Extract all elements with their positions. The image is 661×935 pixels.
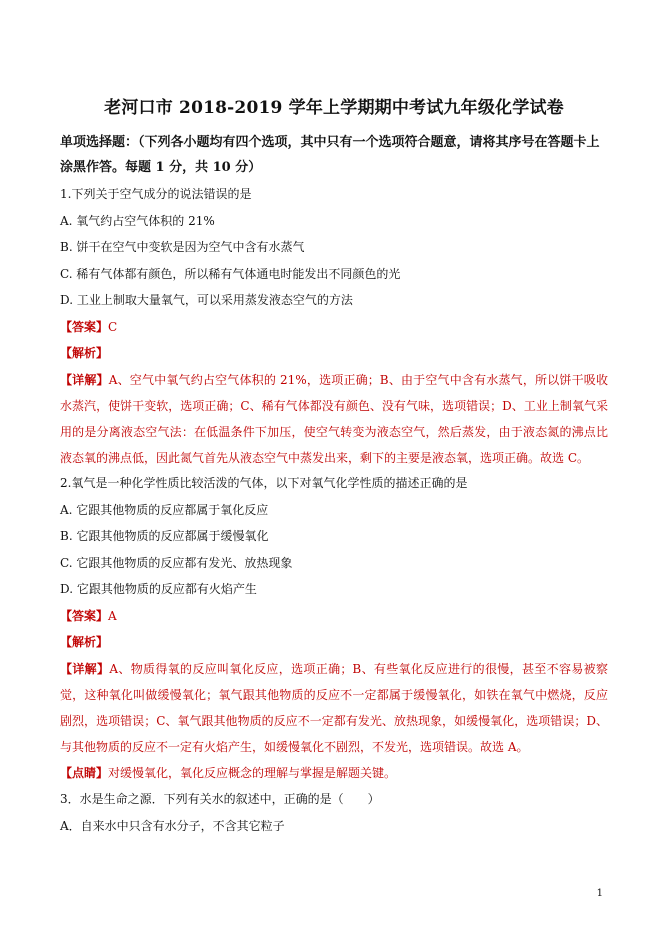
- question-2-option-c: C. 它跟其他物质的反应都有发光、放热现象: [60, 555, 293, 570]
- question-1-option-a: A. 氧气约占空气体积的 21%: [60, 213, 215, 228]
- tip-label: 【点睛】: [60, 765, 109, 780]
- page-title: 老河口市 2018-2019 学年上学期期中考试九年级化学试卷: [104, 98, 564, 118]
- question-2-detail: [60, 656, 608, 761]
- question-1-detail: [60, 367, 608, 472]
- question-2-option-d: D. 它跟其他物质的反应都有火焰产生: [60, 582, 257, 597]
- question-2-option-b: B. 它跟其他物质的反应都属于缓慢氧化: [60, 529, 269, 544]
- answer-value: C: [108, 319, 118, 334]
- answer-value: A: [108, 608, 117, 623]
- question-3-stem: 3．水是生命之源．下列有关水的叙述中，正确的是（ ）: [60, 792, 380, 807]
- question-2-option-a: A. 它跟其他物质的反应都属于氧化反应: [60, 502, 269, 517]
- question-2-analysis-label: 【解析】: [60, 635, 109, 650]
- question-1-option-c: C. 稀有气体都有颜色，所以稀有气体通电时能发出不同颜色的光: [60, 266, 401, 281]
- question-1-answer: [60, 319, 608, 335]
- question-3-option-a: A．自来水中只含有水分子，不含其它粒子: [60, 818, 285, 833]
- question-2-tip: [60, 765, 608, 781]
- answer-label: 【答案】: [60, 319, 109, 334]
- question-2-stem: 2.氧气是一种化学性质比较活泼的气体，以下对氧气化学性质的描述正确的是: [60, 476, 468, 491]
- question-1-option-d: D. 工业上制取大量氧气，可以采用蒸发液态空气的方法: [60, 293, 353, 307]
- question-1-stem: 1.下列关于空气成分的说法错误的是: [60, 187, 252, 201]
- detail-label: 【详解】: [60, 661, 110, 676]
- document-page: [60, 96, 608, 844]
- page-number: 1: [596, 888, 603, 899]
- tip-text: 对缓慢氧化，氧化反应概念的理解与掌握是解题关键。: [108, 765, 397, 780]
- detail-text: A、空气中氧气约占空气体积的 21%，选项正确；B、由于空气中含有水蒸气，所以饼干吸收水蒸汽，使饼干变软，选项正确；C、稀有气体都没有颜色、没有气味，选项错误；D、工业上制氧气采用的是分离液态空气法：在低温条件下加压，使空气转变为液态空气，然后蒸发，由于液态氮的沸点比液态氧的沸点低，因此氮气首先从液态空气中蒸发出来，剩下的主要是液态氧，选项正确。故选 C。: [60, 372, 608, 466]
- question-2-answer: [60, 608, 608, 624]
- section-heading: 单项选择题：（下列各小题均有四个选项，其中只有一个选项符合题意，请将其序号在答题卡上涂黑作答。每题 1 分，共 10 分）: [60, 135, 600, 175]
- question-1-analysis-label: 【解析】: [60, 346, 109, 360]
- question-1-option-b: B. 饼干在空气中变软是因为空气中含有水蒸气: [60, 240, 305, 254]
- detail-label: 【详解】: [60, 372, 109, 387]
- detail-text: A、物质得氧的反应叫氧化反应，选项正确；B、有些氧化反应进行的很慢，甚至不容易被察觉，这种氧化叫做缓慢氧化；氧气跟其他物质的反应不一定都属于缓慢氧化，如铁在氧气中燃烧，反应剧烈，选项错误；C、氧气跟其他物质的反应不一定都有发光、放热现象，如缓慢氧化，选项错误；D、与其他物质的反应不一定有火焰产生，如缓慢氧化不剧烈，不发光，选项错误。故选 A。: [60, 661, 608, 755]
- answer-label: 【答案】: [60, 608, 109, 623]
